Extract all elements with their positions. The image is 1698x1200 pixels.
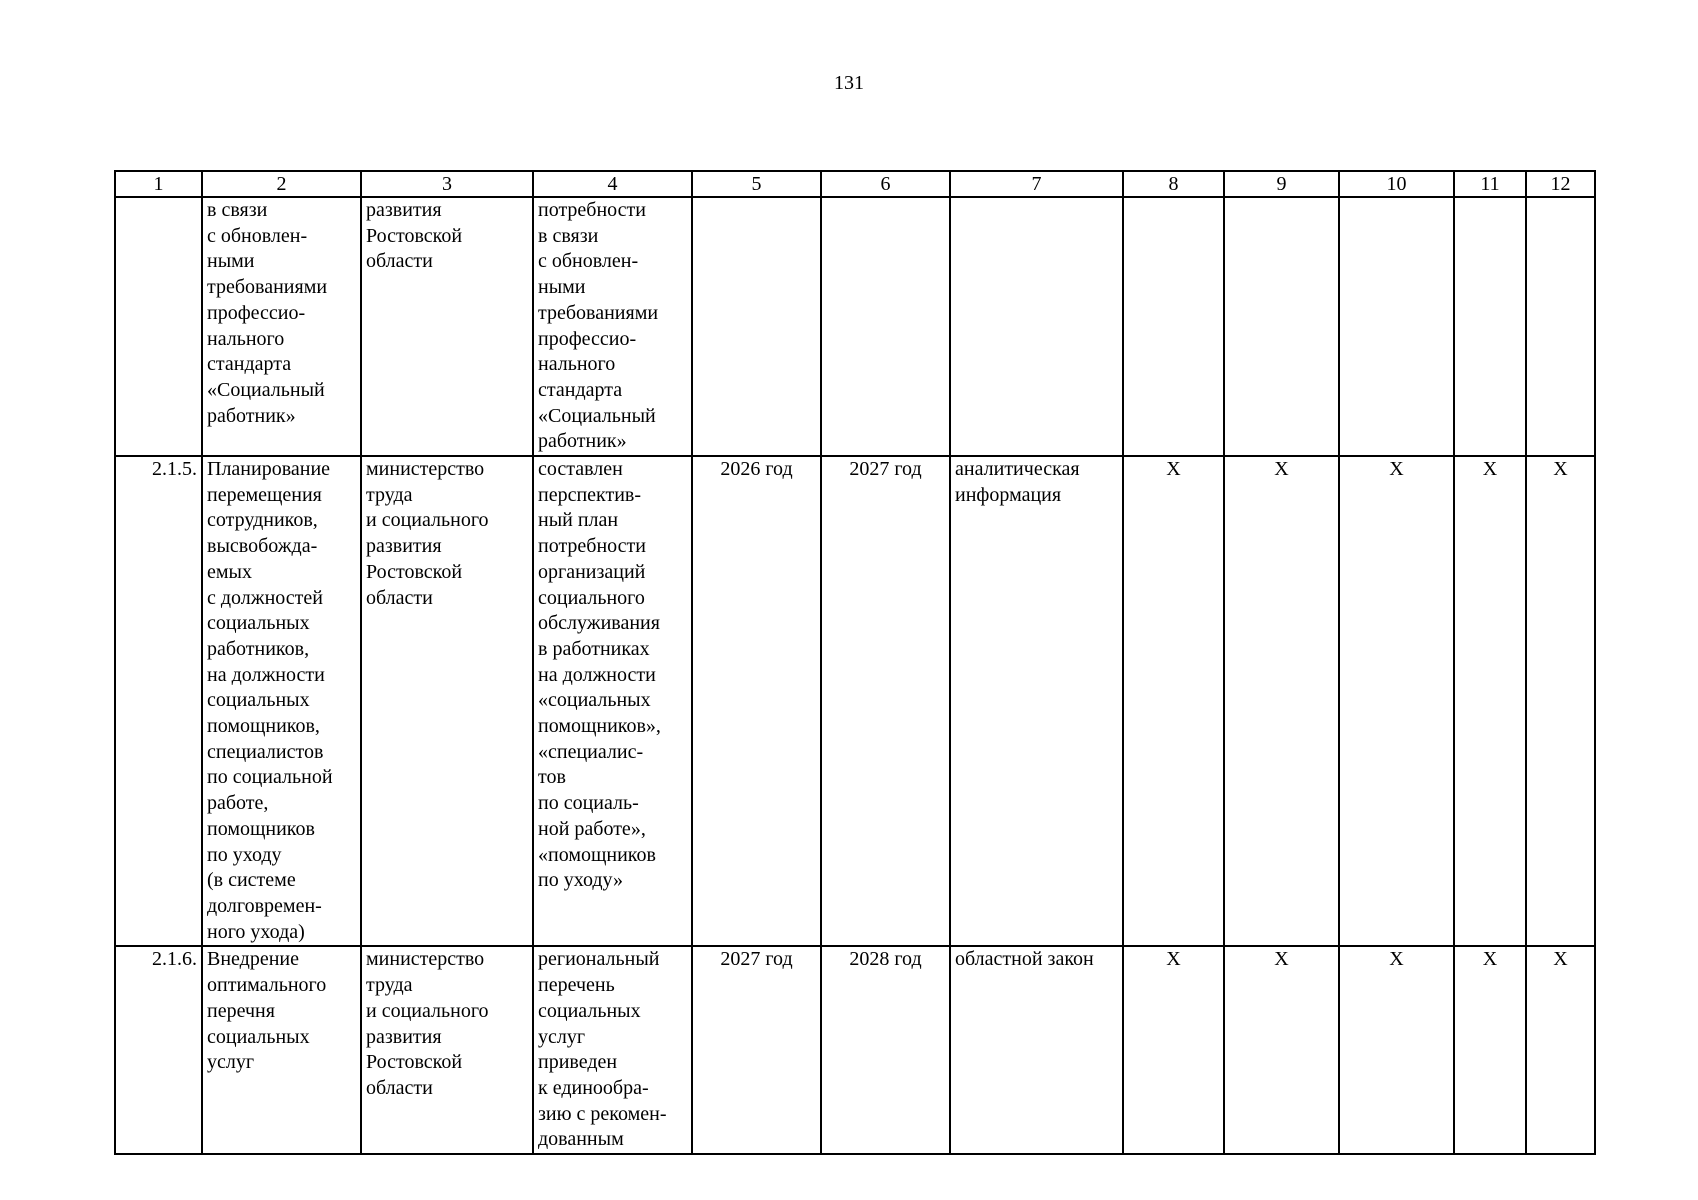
executor-cell: министерство труда и социального развития Ростовской области [361,946,533,1154]
result-cell: региональный перечень социальных услуг приведен к единообра- зию с рекомен- дованным [533,946,692,1154]
column-number-12: 12 [1526,171,1595,197]
table-row-2-1-6 [115,946,1595,1154]
end-date-cell [821,197,950,456]
column-11-cell [1454,197,1526,456]
column-number-1: 1 [115,171,202,197]
column-number-4: 4 [533,171,692,197]
table-header-row [115,171,1595,197]
column-9-cell: X [1224,456,1339,946]
column-11-cell: X [1454,946,1526,1154]
column-9-cell [1224,197,1339,456]
result-cell: составлен перспектив- ный план потребности организаций социального обслуживания в работниках на должности «социальных помощников», «специалис- тов по социаль- ной работе», «помощников по уходу» [533,456,692,946]
column-number-3: 3 [361,171,533,197]
column-8-cell [1123,197,1224,456]
column-number-2: 2 [202,171,361,197]
result-cell: потребности в связи с обновлен- ными требованиями профессио- нального стандарта «Социальный работник» [533,197,692,456]
measures-table [114,170,1596,1155]
column-number-11: 11 [1454,171,1526,197]
end-date-cell: 2028 год [821,946,950,1154]
document-type-cell [950,197,1123,456]
column-8-cell: X [1123,946,1224,1154]
column-10-cell [1339,197,1454,456]
start-date-cell [692,197,821,456]
table-row-2-1-5 [115,456,1595,946]
measure-name-cell: в связи с обновлен- ными требованиями профессио- нального стандарта «Социальный работник» [202,197,361,456]
row-number-cell [115,197,202,456]
column-12-cell: X [1526,456,1595,946]
start-date-cell: 2026 год [692,456,821,946]
document-type-cell: областной закон [950,946,1123,1154]
measure-name-cell: Внедрение оптимального перечня социальных услуг [202,946,361,1154]
column-number-8: 8 [1123,171,1224,197]
start-date-cell: 2027 год [692,946,821,1154]
column-8-cell: X [1123,456,1224,946]
column-9-cell: X [1224,946,1339,1154]
column-number-6: 6 [821,171,950,197]
column-number-10: 10 [1339,171,1454,197]
executor-cell: развития Ростовской области [361,197,533,456]
table-row-continued [115,197,1595,456]
measure-name-cell: Планирование перемещения сотрудников, высвобожда- емых с должностей социальных работников, на должности социальных помощников, специалистов по социальной работе, помощников по уходу (в системе долговремен- ного ухода) [202,456,361,946]
column-number-7: 7 [950,171,1123,197]
column-10-cell: X [1339,456,1454,946]
row-number-cell: 2.1.6. [115,946,202,1154]
column-11-cell: X [1454,456,1526,946]
column-number-9: 9 [1224,171,1339,197]
column-10-cell: X [1339,946,1454,1154]
column-number-5: 5 [692,171,821,197]
column-12-cell [1526,197,1595,456]
page-number: 131 [834,72,864,94]
executor-cell: министерство труда и социального развития Ростовской области [361,456,533,946]
column-12-cell: X [1526,946,1595,1154]
row-number-cell: 2.1.5. [115,456,202,946]
document-type-cell: аналитическая информация [950,456,1123,946]
end-date-cell: 2027 год [821,456,950,946]
